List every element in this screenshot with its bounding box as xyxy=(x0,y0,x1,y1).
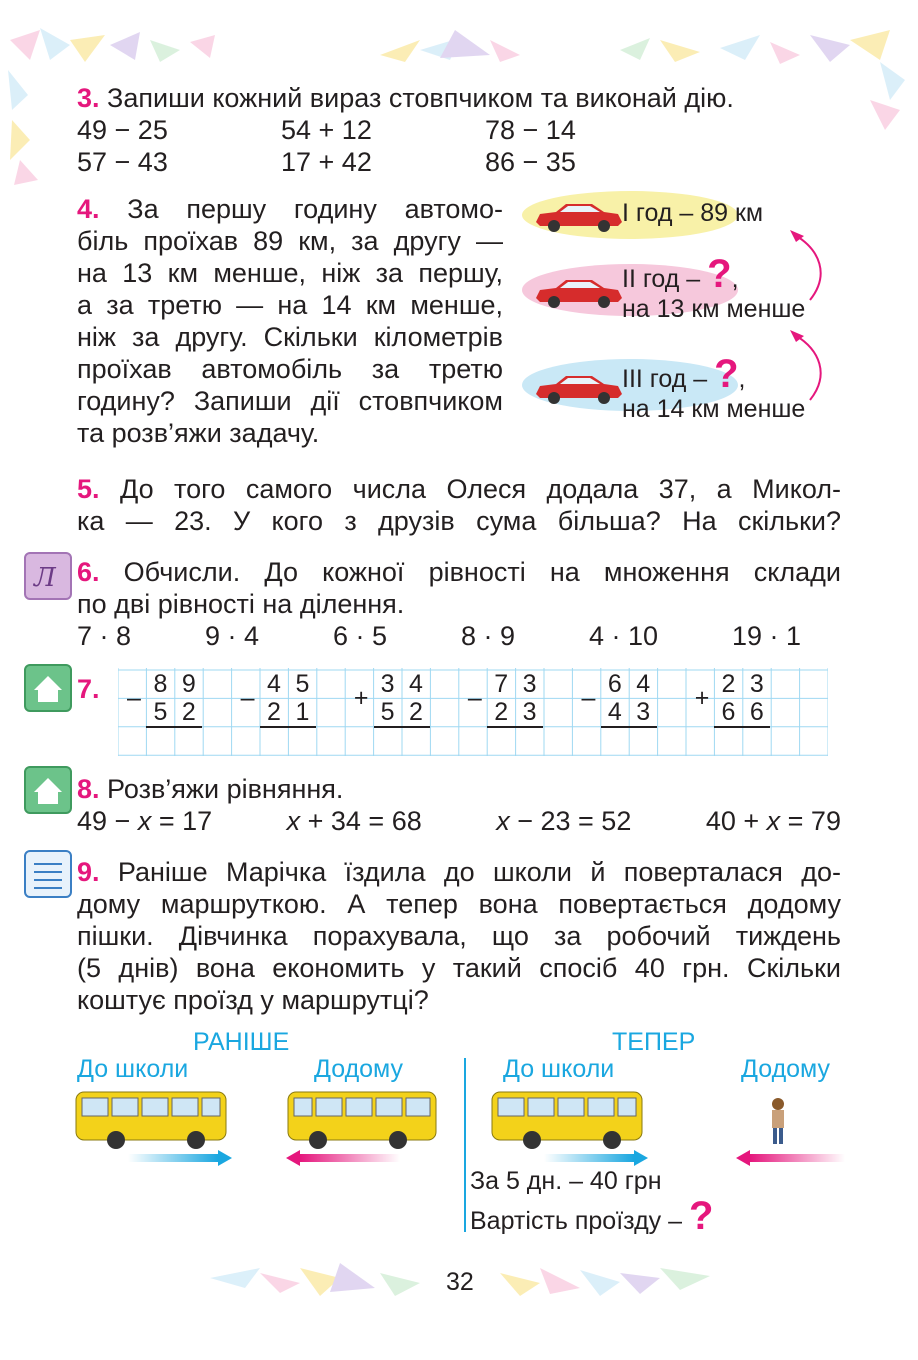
digit: 5 xyxy=(295,670,310,698)
equations-row xyxy=(77,805,841,837)
arrow-left-icon xyxy=(300,1154,400,1162)
digit: 3 xyxy=(380,670,395,698)
buses-illustration xyxy=(70,1088,850,1172)
digit: 2 xyxy=(494,698,509,726)
expression: 57 − 43 xyxy=(77,147,168,177)
expression: 49 − 25 xyxy=(77,115,168,145)
operator-sign: – xyxy=(127,684,141,712)
question-mark: ? xyxy=(707,252,732,296)
expression: 86 − 35 xyxy=(485,147,576,177)
task-line: біль проїхав 89 км, за другу — xyxy=(77,226,503,256)
task-number: 7. xyxy=(77,674,100,704)
operator-sign: – xyxy=(581,684,596,712)
digit: 3 xyxy=(636,698,651,726)
digit: 4 xyxy=(607,698,622,726)
expression: 9 · 4 xyxy=(204,621,260,651)
operator-sign: – xyxy=(467,684,482,712)
equation: x + 34 = 68 xyxy=(286,806,422,836)
task-line: та розв’яжи задачу. xyxy=(77,418,320,448)
math-icon xyxy=(24,552,72,600)
expression: 6 · 5 xyxy=(332,621,387,651)
digit: 7 xyxy=(494,670,509,698)
arrow-right-icon xyxy=(544,1154,634,1162)
task-number: 4. xyxy=(77,194,100,224)
arrow-right-icon xyxy=(128,1154,218,1162)
task-line: а за третю — на 14 км менше, xyxy=(77,290,503,320)
digit: 6 xyxy=(607,670,622,698)
car2-label: ІІ год – ?, на 13 км менше xyxy=(622,252,806,323)
digit: 3 xyxy=(522,698,537,726)
task-5: 5. До того самого числа Олеся додала 37, а Микол- ка — 23. У кого з друзів сума більша? На скільки? xyxy=(77,474,841,536)
digit: 6 xyxy=(749,698,764,726)
sum-line xyxy=(146,726,202,728)
digit: 1 xyxy=(295,698,310,726)
expression: 19 · 1 xyxy=(731,621,801,651)
task-3 xyxy=(77,82,734,114)
home-icon xyxy=(24,766,72,814)
home-icon xyxy=(24,664,72,712)
digit: 4 xyxy=(267,670,281,698)
question-mark: ? xyxy=(714,352,739,396)
task-text: Запиши кожний вираз стовпчиком та виконай дію. xyxy=(107,83,734,113)
task-number: 9. xyxy=(77,857,100,887)
girl-icon xyxy=(772,1098,784,1144)
equation: 40 + x = 79 xyxy=(705,806,841,836)
digit: 2 xyxy=(409,698,423,726)
bus-icon xyxy=(288,1092,436,1149)
sum-line xyxy=(260,726,316,728)
home-label: Додому xyxy=(314,1055,404,1083)
digit: 4 xyxy=(636,670,651,698)
digit: 8 xyxy=(153,670,168,698)
column-operations xyxy=(118,668,828,756)
arrow-left-icon xyxy=(750,1154,845,1162)
digit: 3 xyxy=(522,670,537,698)
sum-line xyxy=(374,726,430,728)
digit: 6 xyxy=(721,698,736,726)
condition-line: За 5 дн. – 40 грн xyxy=(470,1167,662,1195)
digit: 3 xyxy=(749,670,764,698)
expressions-row xyxy=(77,620,801,652)
page-number: 32 xyxy=(446,1268,474,1296)
to-school-label: До школи xyxy=(503,1055,615,1083)
home-label: Додому xyxy=(741,1055,831,1083)
bus-icon xyxy=(76,1092,226,1149)
digit: 4 xyxy=(409,670,423,698)
expression: 4 · 10 xyxy=(588,621,658,651)
operator-sign: + xyxy=(694,684,710,712)
digit: 5 xyxy=(380,698,395,726)
expression: 54 + 12 xyxy=(281,115,372,145)
operator-sign: – xyxy=(240,684,255,712)
sum-line xyxy=(714,726,770,728)
digit: 5 xyxy=(153,698,168,726)
before-heading: РАНІШЕ xyxy=(193,1028,290,1056)
expression: 7 · 8 xyxy=(77,621,132,651)
digit: 9 xyxy=(181,670,196,698)
task-line: годину? Запиши дії стовпчиком xyxy=(77,386,503,416)
task-line: на 13 км менше, ніж за першу, xyxy=(77,258,503,288)
expression: 78 − 14 xyxy=(485,115,576,145)
notebook-icon xyxy=(24,850,72,898)
task-line: 4. За першу годину автомо- xyxy=(77,194,503,224)
task-9: 9. Раніше Марічка їздила до школи й поверталася до- дому маршруткою. А тепер вона повертається додому пішки. Дівчинка порахувала, що за робочий тиждень (5 днів) вона економить у такий спосіб 40 грн. Скільки коштує проїзд у маршрутці? xyxy=(77,857,841,1015)
task-number: 6. xyxy=(77,557,100,587)
task-line: проїхав автомобіль за третю xyxy=(77,354,503,384)
task-6: 6. Обчисли. До кожної рівності на множення склади по дві рівності на ділення. 7 · 8 9 · 4 6 · 5 8 · 9 4 · 10 19 · 1 xyxy=(77,557,841,651)
expression: 8 · 9 xyxy=(460,621,515,651)
expression: 17 + 42 xyxy=(281,147,372,177)
question-mark: ? xyxy=(688,1194,714,1238)
now-heading: ТЕПЕР xyxy=(612,1028,696,1056)
car3-label: ІІІ год – ?, на 14 км менше xyxy=(622,352,806,423)
task-number: 5. xyxy=(77,474,100,504)
car1-label: І год – 89 км xyxy=(622,199,764,227)
svg-text:Л: Л xyxy=(34,563,56,593)
sum-line xyxy=(601,726,657,728)
task-number: 8. xyxy=(77,774,100,804)
condition-line: Вартість проїзду – ? xyxy=(470,1194,714,1238)
operator-sign: + xyxy=(353,684,369,712)
to-school-label: До школи xyxy=(77,1055,189,1083)
task-line: ніж за другу. Скільки кілометрів xyxy=(77,322,503,352)
task-number: 3. xyxy=(77,83,100,113)
digit: 2 xyxy=(181,698,196,726)
equation: x − 23 = 52 xyxy=(496,806,632,836)
bus-icon xyxy=(492,1092,642,1149)
digit: 2 xyxy=(721,670,736,698)
digit: 2 xyxy=(267,698,281,726)
task-8: 8. Розв’яжи рівняння. xyxy=(77,774,344,804)
equation: 49 − x = 17 xyxy=(77,806,213,836)
sum-line xyxy=(487,726,543,728)
task-4 xyxy=(77,193,503,449)
